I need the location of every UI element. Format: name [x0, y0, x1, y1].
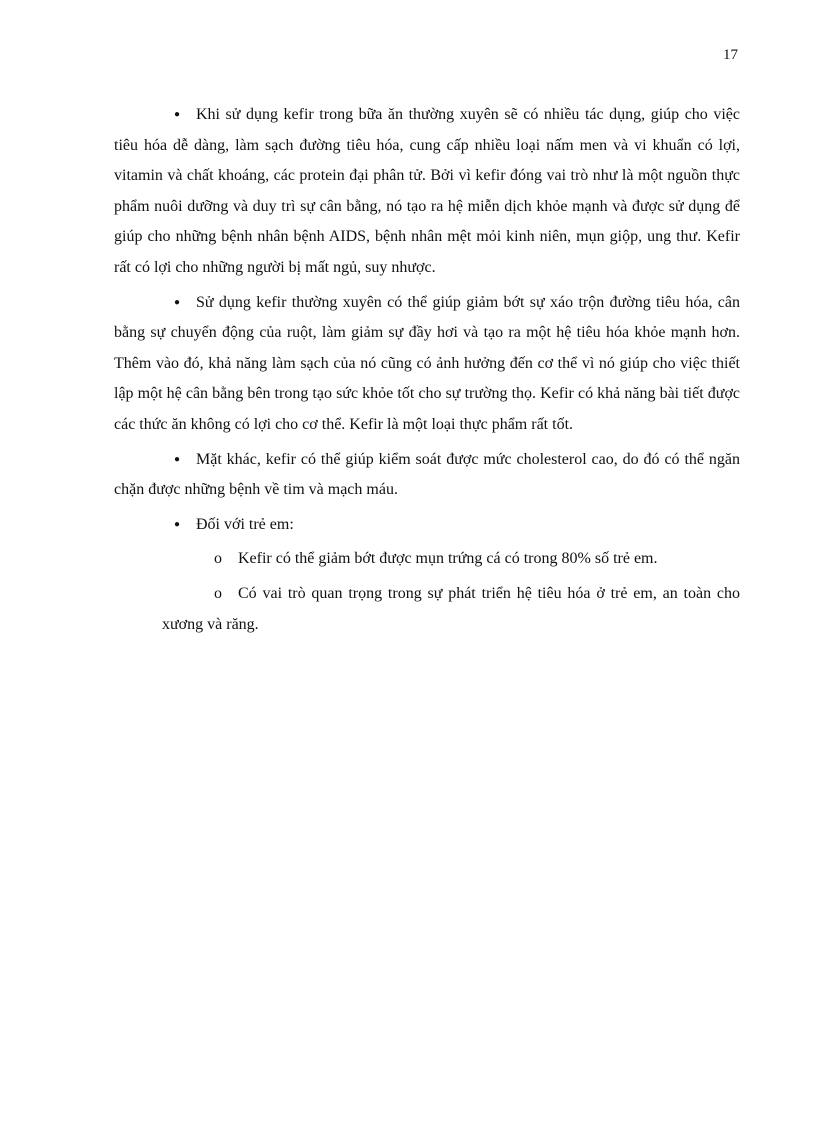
bullet-icon: ●	[174, 109, 181, 121]
sub-bullet-icon: o	[214, 550, 222, 568]
document-body	[114, 100, 740, 644]
sub-item-development	[114, 579, 740, 640]
bullet-paragraph-cholesterol	[114, 445, 740, 506]
paragraph-text: Khi sử dụng kefir trong bữa ăn thường xuyên sẽ có nhiều tác dụng, giúp cho việc tiêu hóa dễ dàng, làm sạch đường tiêu hóa, cung cấp nhiều loại nấm men và vi khuẩn có lợi, vitamin và chất khoáng, các protein đại phân tử. Bởi vì kefir đóng vai trò như là một nguồn thực phẩm nuôi dưỡng và duy trì sự cân bằng, nó tạo ra hệ miễn dịch khỏe mạnh và được sử dụng để giúp cho những bệnh nhân bệnh AIDS, bệnh nhân mệt mỏi kinh niên, mụn giộp, ung thư. Kefir rất có lợi cho những người bị mất ngủ, suy nhược.	[114, 106, 740, 276]
sub-item-text: Có vai trò quan trọng trong sự phát triển hệ tiêu hóa ở trẻ em, an toàn cho xương và răng.	[162, 585, 740, 633]
sub-item-text: Kefir có thể giảm bớt được mụn trứng cá có trong 80% số trẻ em.	[238, 550, 658, 568]
bullet-icon: ●	[174, 453, 181, 465]
bullet-icon: ●	[174, 518, 181, 530]
bullet-paragraph-benefits	[114, 100, 740, 284]
bullet-icon: ●	[174, 296, 181, 308]
page-number: 17	[723, 47, 738, 63]
bullet-paragraph-digestion	[114, 288, 740, 441]
paragraph-text: Sử dụng kefir thường xuyên có thể giúp giảm bớt sự xáo trộn đường tiêu hóa, cân bằng sự chuyển động của ruột, làm giảm sự đầy hơi và tạo ra một hệ tiêu hóa khỏe mạnh hơn. Thêm vào đó, khả năng làm sạch của nó cũng có ảnh hưởng đến cơ thể vì nó giúp cho việc thiết lập một hệ cân bằng bên trong tạo sức khỏe tốt cho sự trường thọ. Kefir có khả năng bài tiết được các thức ăn không có lợi cho cơ thể. Kefir là một loại thực phẩm rất tốt.	[114, 293, 740, 433]
sub-item-acne	[114, 544, 740, 575]
paragraph-text: Mặt khác, kefir có thể giúp kiểm soát được mức cholesterol cao, do đó có thể ngăn chặn được những bệnh về tim và mạch máu.	[114, 450, 740, 499]
sub-bullet-icon: o	[214, 585, 222, 603]
bullet-paragraph-children	[114, 510, 740, 541]
paragraph-text: Đối với trẻ em:	[196, 515, 294, 533]
